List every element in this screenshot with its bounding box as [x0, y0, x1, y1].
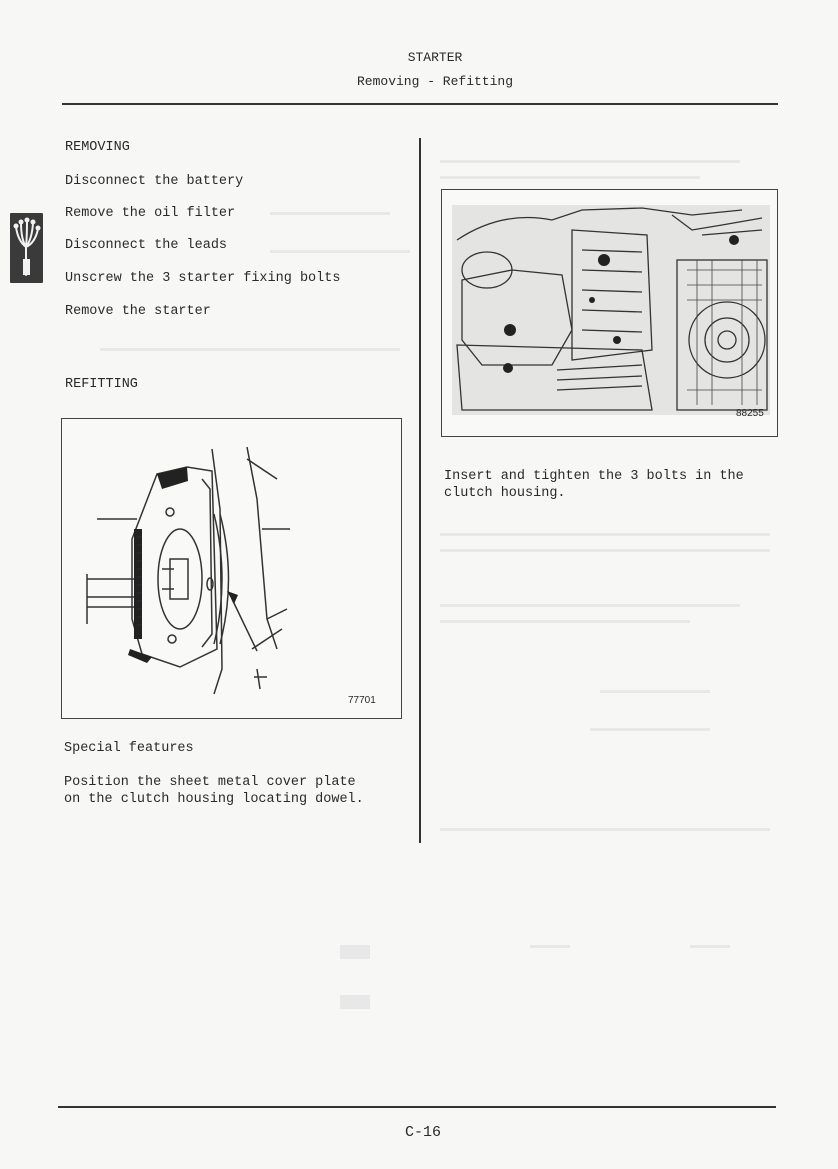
- column-divider: [419, 138, 421, 843]
- removing-step-5: Remove the starter: [65, 304, 211, 319]
- instruction-line-2: clutch housing.: [444, 486, 566, 501]
- removing-step-4: Unscrew the 3 starter fixing bolts: [65, 271, 341, 286]
- removing-step-3: Disconnect the leads: [65, 238, 228, 253]
- figure-number: 88255: [736, 408, 764, 419]
- section-tab-icon: [10, 213, 43, 283]
- figure-number: 77701: [348, 695, 376, 706]
- removing-heading: REMOVING: [65, 140, 130, 155]
- special-features-heading: Special features: [64, 741, 194, 756]
- refitting-heading: REFITTING: [65, 377, 138, 392]
- special-features-line-1: Position the sheet metal cover plate: [64, 775, 356, 790]
- starter-photo-illustration: [442, 190, 777, 436]
- figure-starter-photo: [441, 189, 778, 437]
- special-features-line-2: on the clutch housing locating dowel.: [64, 792, 364, 807]
- page-title: STARTER: [407, 50, 463, 65]
- page-number: C-16: [405, 1124, 442, 1141]
- instruction-line-1: Insert and tighten the 3 bolts in the: [444, 469, 744, 484]
- footer-rule: [58, 1106, 776, 1108]
- cover-plate-illustration: [62, 419, 401, 718]
- page-subtitle: Removing - Refitting: [356, 74, 514, 89]
- removing-step-1: Disconnect the battery: [65, 174, 244, 189]
- header-rule: [62, 103, 778, 105]
- figure-cover-plate: [61, 418, 402, 719]
- removing-step-2: Remove the oil filter: [65, 206, 236, 221]
